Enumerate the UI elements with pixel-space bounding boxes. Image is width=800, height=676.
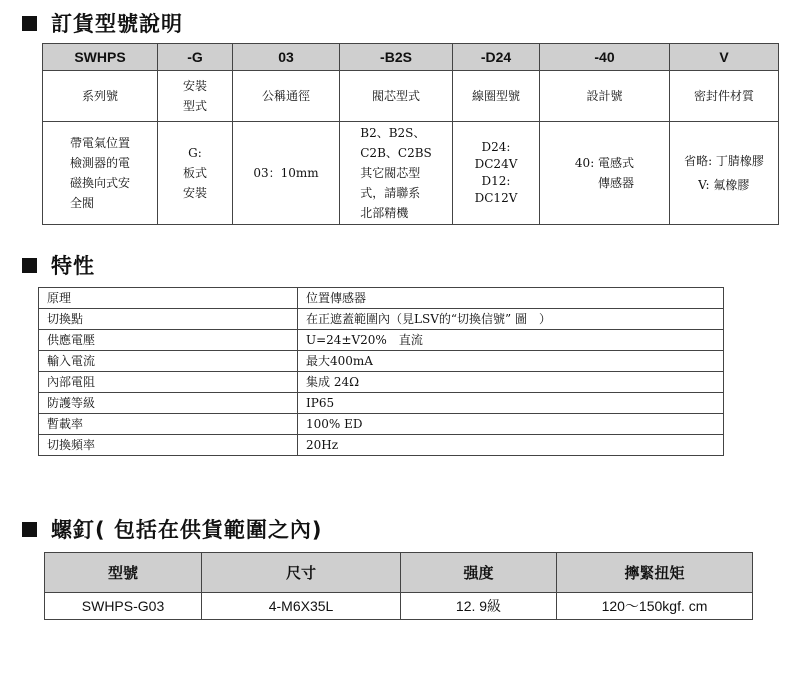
feature-row	[39, 288, 724, 309]
ordering-table	[42, 43, 779, 225]
screws-data-row	[45, 593, 753, 620]
name-series: 系列號	[43, 71, 158, 122]
feature-row	[39, 351, 724, 372]
desc-spool: B2、B2S、 C2B、C2BS 其它閥芯型 式，請聯系 北部精機	[340, 122, 453, 225]
screws-section-title	[22, 514, 323, 544]
feature-label: 切換點	[39, 309, 298, 330]
desc-series: 帶電氣位置 檢測器的電 磁換向式安 全閥	[43, 122, 158, 225]
square-bullet-icon	[22, 258, 37, 273]
ordering-section-title	[22, 8, 183, 38]
desc-design: 40: 電感式 傳感器	[540, 122, 670, 225]
screws-table	[44, 552, 753, 620]
screw-size: 4-M6X35L	[202, 593, 401, 620]
screws-header-size: 尺寸	[202, 553, 401, 593]
screw-model: SWHPS-G03	[45, 593, 202, 620]
ordering-name-row	[43, 71, 779, 122]
desc-bore: 03：10mm	[233, 122, 340, 225]
feature-row	[39, 414, 724, 435]
name-design: 設計號	[540, 71, 670, 122]
desc-coil: D24: DC24V D12: DC12V	[453, 122, 540, 225]
name-mount: 安裝型式	[158, 71, 233, 122]
square-bullet-icon	[22, 522, 37, 537]
code-coil: -D24	[453, 44, 540, 71]
feature-label: 防護等級	[39, 393, 298, 414]
name-bore: 公稱通徑	[233, 71, 340, 122]
feature-value: 在正遮蓋範圍內（見LSV的“切換信號” 圖 ）	[298, 309, 724, 330]
square-bullet-icon	[22, 16, 37, 31]
feature-value: 集成 24Ω	[298, 372, 724, 393]
screw-torque: 120～150kgf. cm	[557, 593, 753, 620]
feature-label: 原理	[39, 288, 298, 309]
feature-value: 最大400mA	[298, 351, 724, 372]
name-coil: 線圈型號	[453, 71, 540, 122]
feature-row	[39, 372, 724, 393]
feature-row	[39, 330, 724, 351]
name-seal: 密封件材質	[670, 71, 779, 122]
feature-label: 內部電阻	[39, 372, 298, 393]
feature-value: 20Hz	[298, 435, 724, 456]
ordering-desc-row	[43, 122, 779, 225]
features-section-title	[22, 250, 95, 280]
feature-value: U=24±V20% 直流	[298, 330, 724, 351]
feature-row	[39, 435, 724, 456]
name-spool: 閥芯型式	[340, 71, 453, 122]
screws-header-model: 型號	[45, 553, 202, 593]
desc-mount: G: 板式 安裝	[158, 122, 233, 225]
feature-label: 切換頻率	[39, 435, 298, 456]
feature-label: 輸入電流	[39, 351, 298, 372]
feature-row	[39, 393, 724, 414]
feature-label: 暫載率	[39, 414, 298, 435]
code-bore: 03	[233, 44, 340, 71]
ordering-title: 訂貨型號說明	[51, 12, 183, 36]
code-spool: -B2S	[340, 44, 453, 71]
code-series: SWHPS	[43, 44, 158, 71]
screws-header-row	[45, 553, 753, 593]
screws-header-torque: 擰緊扭矩	[557, 553, 753, 593]
code-seal: V	[670, 44, 779, 71]
features-title: 特性	[51, 254, 95, 278]
screws-title: 螺釘( 包括在供貨範圍之內)	[51, 518, 323, 542]
feature-label: 供應電壓	[39, 330, 298, 351]
code-design: -40	[540, 44, 670, 71]
screw-grade: 12. 9級	[401, 593, 557, 620]
feature-value: IP65	[298, 393, 724, 414]
features-table	[38, 287, 724, 456]
feature-value: 位置傳感器	[298, 288, 724, 309]
code-mount: -G	[158, 44, 233, 71]
ordering-code-row	[43, 44, 779, 71]
feature-row	[39, 309, 724, 330]
screws-header-grade: 强度	[401, 553, 557, 593]
feature-value: 100% ED	[298, 414, 724, 435]
desc-seal: 省略: 丁腈橡膠 V: 氟橡膠	[670, 122, 779, 225]
